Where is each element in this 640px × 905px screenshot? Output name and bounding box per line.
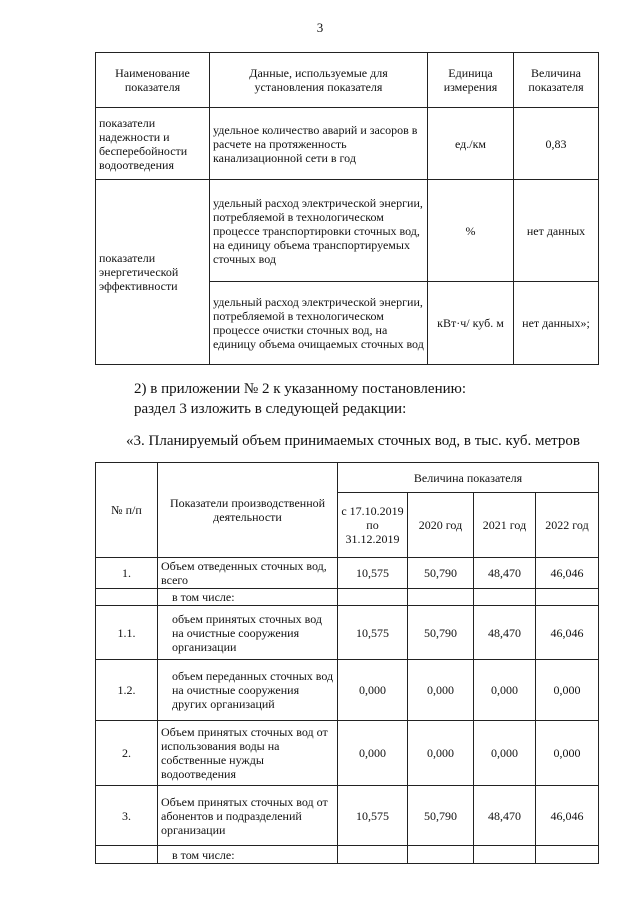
paragraph-amendment: 2) в приложении № 2 к указанному постановлению: [134, 381, 466, 397]
header-number: № п/п [96, 463, 158, 558]
row-value [408, 589, 474, 606]
row-indicator-name: показатели надежности и бесперебойности водоотведения [96, 108, 210, 180]
header-indicator-name: Наименование показателя [96, 53, 210, 108]
row-value: 0,000 [536, 721, 599, 786]
row-value: нет данных»; [514, 282, 599, 365]
row-value [338, 589, 408, 606]
row-unit: кВт·ч/ куб. м [428, 282, 514, 365]
row-value [474, 589, 536, 606]
table-row [96, 180, 599, 282]
row-indicator: Объем отведенных сточных вод, всего [158, 558, 338, 589]
row-value [536, 589, 599, 606]
row-value: 46,046 [536, 606, 599, 660]
page-number: 3 [316, 20, 324, 35]
table-row [96, 606, 599, 660]
table-row [96, 660, 599, 721]
header-period: 2020 год [408, 493, 474, 558]
row-number: 1. [96, 558, 158, 589]
table-row [96, 846, 599, 864]
header-unit: Единица измерения [428, 53, 514, 108]
header-period: с 17.10.2019 по 31.12.2019 [338, 493, 408, 558]
table-row [96, 721, 599, 786]
row-value: 48,470 [474, 786, 536, 846]
row-value: 0,000 [338, 721, 408, 786]
row-value: 10,575 [338, 558, 408, 589]
row-value [408, 846, 474, 864]
row-value: 46,046 [536, 786, 599, 846]
header-value-group: Величина показателя [338, 463, 599, 493]
row-indicator: объем принятых сточных вод на очистные сооружения организации [158, 606, 338, 660]
row-indicator: в том числе: [158, 846, 338, 864]
row-value: 10,575 [338, 786, 408, 846]
row-data: удельный расход электрической энергии, потребляемой в технологическом процессе очистки сточных вод, на единицу объема очищаемых сточных вод [210, 282, 428, 365]
header-data: Данные, используемые для установления показателя [210, 53, 428, 108]
row-data: удельный расход электрической энергии, потребляемой в технологическом процессе транспортировки сточных вод, на единицу объема транспортируемых сточных вод [210, 180, 428, 282]
row-value: 46,046 [536, 558, 599, 589]
row-value: 48,470 [474, 606, 536, 660]
row-value: 50,790 [408, 606, 474, 660]
row-number: 3. [96, 786, 158, 846]
row-value: 0,000 [338, 660, 408, 721]
row-value: 0,000 [474, 660, 536, 721]
header-period: 2021 год [474, 493, 536, 558]
row-number: 1.2. [96, 660, 158, 721]
table-header-row [96, 463, 599, 493]
row-unit: ед./км [428, 108, 514, 180]
row-value [474, 846, 536, 864]
row-number: 2. [96, 721, 158, 786]
paragraph-section-edit: раздел 3 изложить в следующей редакции: [134, 401, 407, 417]
row-indicator-name: показатели энергетической эффективности [96, 180, 210, 365]
header-value: Величина показателя [514, 53, 599, 108]
table-header-row [96, 53, 599, 108]
row-value: 0,000 [536, 660, 599, 721]
row-value: 50,790 [408, 558, 474, 589]
row-indicator: Объем принятых сточных вод от использования воды на собственные нужды водоотведения [158, 721, 338, 786]
row-value: 0,000 [474, 721, 536, 786]
table-row [96, 786, 599, 846]
indicators-table [95, 52, 599, 365]
row-value: 0,000 [408, 721, 474, 786]
row-value: 48,470 [474, 558, 536, 589]
header-period: 2022 год [536, 493, 599, 558]
section-title: «3. Планируемый объем принимаемых сточных вод, в тыс. куб. метров [126, 433, 580, 449]
row-data: удельное количество аварий и засоров в расчете на протяженность канализационной сети в год [210, 108, 428, 180]
row-value: нет данных [514, 180, 599, 282]
row-value [338, 846, 408, 864]
row-indicator: в том числе: [158, 589, 338, 606]
row-number [96, 846, 158, 864]
row-number: 1.1. [96, 606, 158, 660]
row-value [536, 846, 599, 864]
row-value: 0,83 [514, 108, 599, 180]
row-number [96, 589, 158, 606]
table-row [96, 108, 599, 180]
row-value: 0,000 [408, 660, 474, 721]
row-indicator: объем переданных сточных вод на очистные сооружения других организаций [158, 660, 338, 721]
wastewater-volume-table [95, 462, 599, 864]
row-value: 10,575 [338, 606, 408, 660]
table-row [96, 558, 599, 589]
table-row [96, 589, 599, 606]
header-indicator: Показатели производственной деятельности [158, 463, 338, 558]
row-value: 50,790 [408, 786, 474, 846]
row-unit: % [428, 180, 514, 282]
row-indicator: Объем принятых сточных вод от абонентов и подразделений организации [158, 786, 338, 846]
